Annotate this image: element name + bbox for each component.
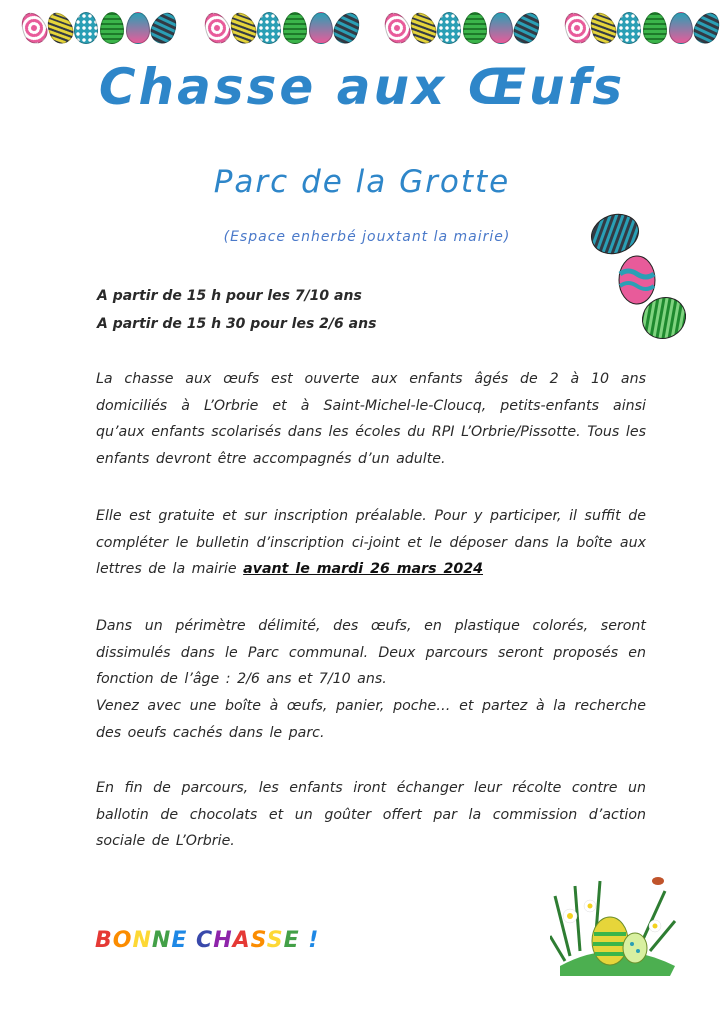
paragraph-bring-basket: Venez avec une boîte à œufs, panier, poche… et partez à la recherche des oeufs cachés dans le parc. [96, 698, 646, 741]
easter-egg-icon [463, 12, 487, 44]
egg-border-right-b [565, 12, 719, 52]
easter-egg-icon [16, 8, 51, 47]
location-note: (Espace enherbé jouxtant la mairie) [223, 229, 511, 245]
easter-egg-icon [42, 8, 77, 47]
easter-egg-icon [437, 12, 461, 44]
closing-letter [300, 928, 309, 953]
closing-letter: C [196, 928, 214, 953]
easter-egg-icon [126, 12, 150, 44]
easter-egg-icon [509, 8, 544, 47]
easter-egg-icon [100, 12, 124, 44]
closing-letter: S [266, 928, 284, 953]
easter-egg-icon [146, 8, 181, 47]
closing-letter: O [112, 928, 133, 953]
egg-border-right-a [385, 12, 539, 52]
registration-deadline: avant le mardi 26 mars 2024 [243, 561, 483, 577]
page-title: Chasse aux Œufs [98, 58, 626, 116]
closing-letter [187, 928, 196, 953]
paragraph-reward: En fin de parcours, les enfants iront échanger leur récolte contre un ballotin de chocolats et un goûter offert par la commission d’action sociale de L’Orbrie. [96, 780, 646, 849]
closing-letter: E [283, 928, 300, 953]
closing-text [95, 928, 319, 953]
closing-letter: S [250, 928, 267, 953]
paragraph-registration [96, 503, 646, 583]
easter-egg-icon [283, 12, 307, 44]
closing-letter: N [151, 928, 172, 953]
easter-egg-icon [379, 8, 414, 47]
easter-egg-icon [199, 8, 234, 47]
easter-egg-icon [669, 12, 693, 44]
schedule-line-older: A partir de 15 h pour les 7/10 ans [97, 288, 362, 304]
closing-letter: H [213, 928, 233, 953]
closing-message [95, 928, 319, 953]
easter-egg-icon [617, 12, 641, 44]
closing-letter: A [232, 928, 251, 953]
easter-egg-icon [689, 8, 724, 47]
easter-egg-icon [585, 8, 620, 47]
closing-letter: E [171, 928, 188, 953]
schedule [97, 282, 376, 338]
paragraph-hunt-area: Dans un périmètre délimité, des œufs, en plastique colorés, seront dissimulés dans le Parc communal. Deux parcours seront proposés en fonction de l’âge : 2/6 ans et 7/10 ans. [96, 618, 646, 687]
paragraph-eligibility: La chasse aux œufs est ouverte aux enfants âgés de 2 à 10 ans domiciliés à L’Orbrie et à Saint-Michel-le-Cloucq, petits-enfants ainsi qu’aux enfants scolarisés dans les écoles du RPI L’Orbrie/Pissotte. Tous les enfants devront être accompagnés d’un adulte. [96, 371, 646, 467]
registration-text: Elle est gratuite et sur inscription préalable. Pour y participer, il suffit de compléter le bulletin d’inscription ci-joint et le déposer dans la boîte aux lettres de la mairie [96, 508, 646, 577]
easter-egg-icon [489, 12, 513, 44]
flower-bouquet-illustration [550, 866, 680, 976]
easter-egg-icon [225, 8, 260, 47]
egg-border-middle [205, 12, 359, 52]
easter-egg-icon [74, 12, 98, 44]
schedule-line-younger: A partir de 15 h 30 pour les 2/6 ans [97, 316, 377, 332]
easter-egg-icon [257, 12, 281, 44]
egg-border-left [22, 12, 176, 52]
decorated-eggs-illustration [582, 212, 692, 342]
easter-egg-icon [309, 12, 333, 44]
closing-letter: ! [308, 928, 320, 953]
easter-egg-icon [405, 8, 440, 47]
closing-letter: B [95, 928, 113, 953]
easter-egg-icon [329, 8, 364, 47]
closing-letter: N [132, 928, 152, 953]
easter-egg-icon [643, 12, 667, 44]
page-subtitle: Parc de la Grotte [213, 164, 511, 200]
easter-egg-icon [559, 8, 594, 47]
